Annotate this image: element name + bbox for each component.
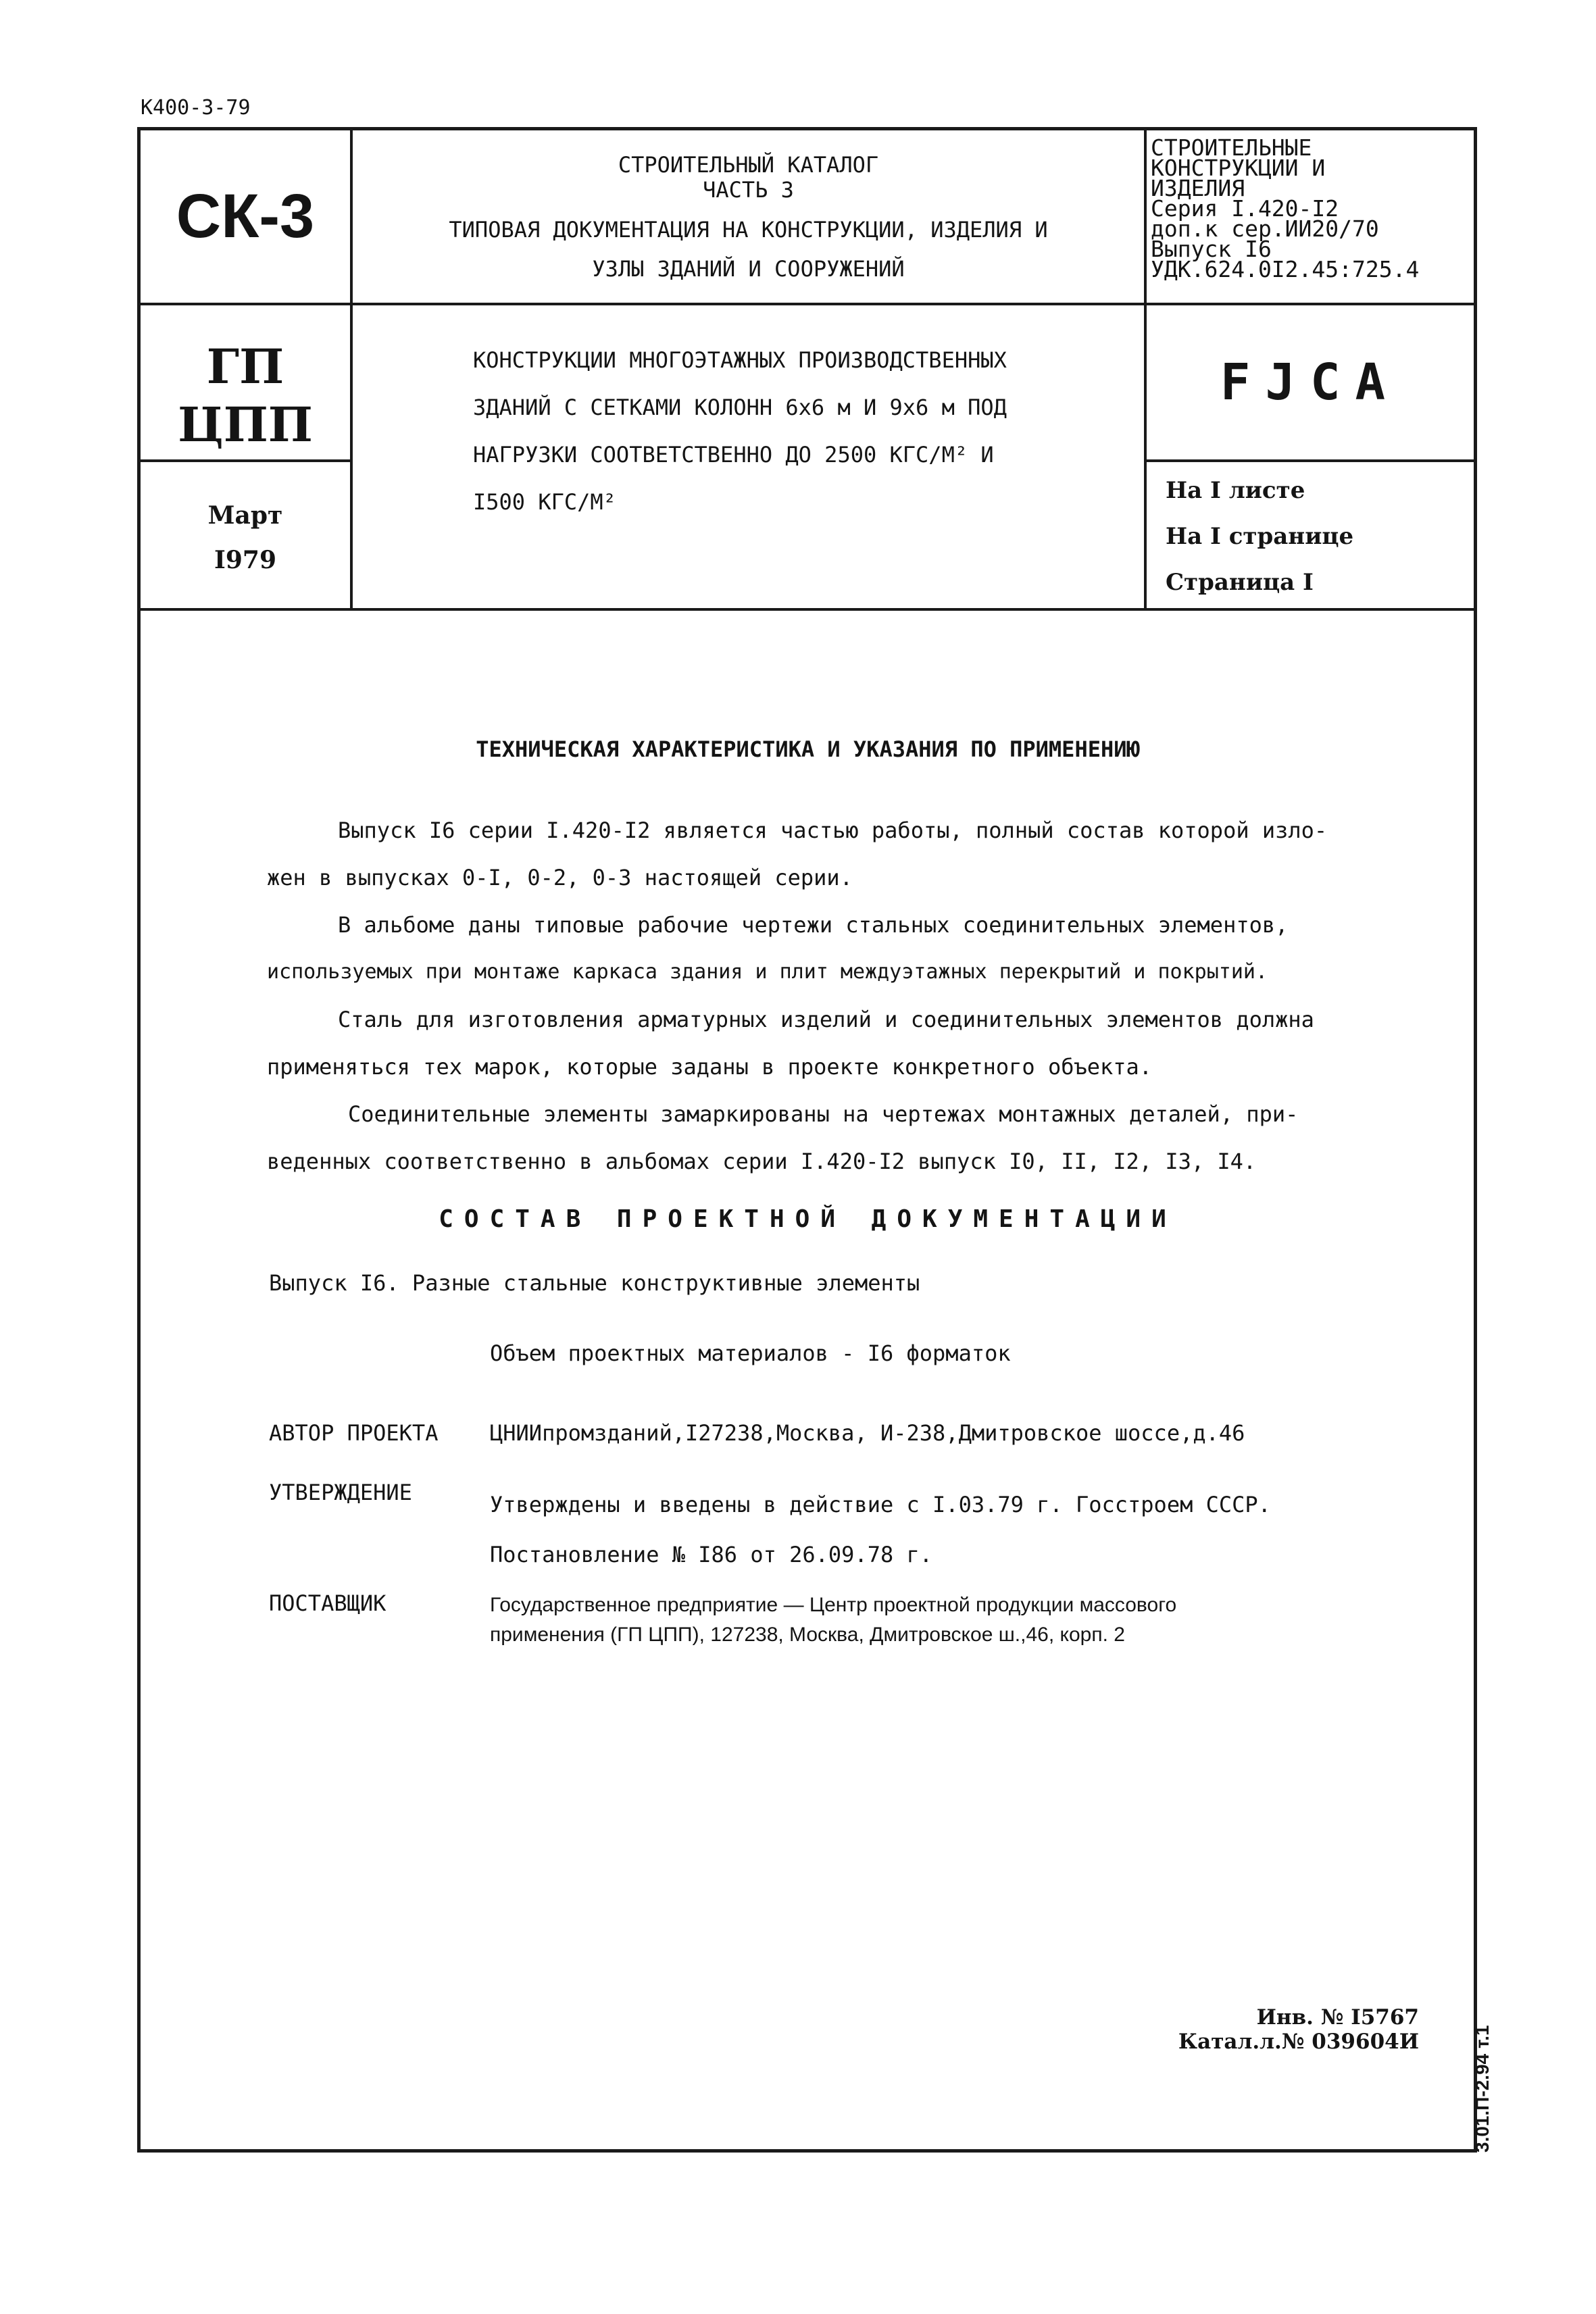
series-line-7: УДК.624.0I2.45:725.4 [1151,256,1420,282]
org-line-2: ЦПП [178,397,313,453]
product-code: FJCA [1220,353,1401,411]
p1-line-1: Выпуск I6 серии I.420-I2 является частью работы, полный состав которой изло- [338,818,1328,843]
date-block [141,493,350,582]
title-line-1: КОНСТРУКЦИИ МНОГОЭТАЖНЫХ ПРОИЗВОДСТВЕННЫХ [473,347,1007,373]
series-line-6: Выпуск I6 [1151,236,1272,262]
series-line-2: КОНСТРУКЦИИ И [1151,155,1326,181]
catalog-line-2: ЧАСТЬ 3 [703,177,794,203]
approval-line-2: Постановление № I86 от 26.09.78 г. [490,1542,933,1567]
org-block [141,338,350,454]
series-block [1151,134,1468,282]
catalog-block [353,150,1144,284]
title-block [473,336,1142,526]
date-year: I979 [214,546,276,574]
p4-line-2: веденных соответственно в альбомах серии I.420-I2 выпуск I0, II, I2, I3, I4. [267,1149,1257,1174]
series-line-1: СТРОИТЕЛЬНЫЕ [1151,134,1312,161]
catalog-line-4: УЗЛЫ ЗДАНИЙ И СООРУЖЕНИЙ [592,256,905,282]
series-line-5: доп.к сер.ИИ20/70 [1151,216,1379,242]
body-text [267,807,1463,1185]
date-month: Март [207,501,283,530]
approval-line-1: Утверждены и введены в действие с I.03.79 г. Госстроем СССР. [490,1492,1271,1517]
header-bottom-line [137,608,1477,611]
series-line-3: ИЗДЕЛИЯ [1151,175,1245,201]
frame-right [1474,127,1477,2153]
volume-line: Объем проектных материалов - I6 форматок [490,1340,1011,1366]
p4-line-1: Соединительные элементы замаркированы на чертежах монтажных деталей, при- [348,1101,1299,1127]
sheets-line-3: Страница I [1166,569,1314,596]
author-label: АВТОР ПРОЕКТА [269,1420,439,1446]
supplier-line-1: Государственное предприятие — Центр проектной продукции массового [490,1594,1177,1616]
p3-line-1: Сталь для изготовления арматурных изделий и соединительных элементов должна [338,1007,1314,1032]
approval-label: УТВЕРЖДЕНИЕ [269,1480,412,1505]
series-line-4: Серия I.420-I2 [1151,195,1339,222]
author-value: ЦНИИпромзданий,I27238,Москва, И-238,Дмитровское шоссе,д.46 [490,1420,1245,1446]
sheets-line-2: На I странице [1166,523,1354,550]
heading: ТЕХНИЧЕСКАЯ ХАРАКТЕРИСТИКА И УКАЗАНИЯ ПО ПРИМЕНЕНИЮ [476,736,1140,762]
org-line-1: ГП [206,338,284,395]
supplier-label: ПОСТАВЩИК [269,1590,386,1616]
p3-line-2: применяться тех марок, которые заданы в проекте конкретного объекта. [267,1054,1153,1080]
corner-code: К400-3-79 [141,96,251,120]
p1-line-2: жен в выпусках 0-I, 0-2, 0-3 настоящей серии. [267,865,853,890]
header-row-line-left-1 [137,303,351,305]
approval-block [490,1480,1271,1580]
supplier-line-2: применения (ГП ЦПП), 127238, Москва, Дмитровское ш.,46, корп. 2 [490,1624,1125,1646]
catalog-line-1: СТРОИТЕЛЬНЫЙ КАТАЛОГ [618,152,879,178]
inventory-number: Инв. № I5767 [1256,2005,1419,2030]
frame-bottom [137,2149,1477,2153]
title-line-3: НАГРУЗКИ СООТВЕТСТВЕННО ДО 2500 КГС/М² И [473,442,994,468]
side-code: 3.01.П-2.94 т.1 [1472,2025,1493,2153]
header-row-line-left-2 [137,459,351,462]
catalog-line-3: ТИПОВАЯ ДОКУМЕНТАЦИЯ НА КОНСТРУКЦИИ, ИЗДЕЛИЯ И [449,217,1048,243]
sheets-block [1166,468,1470,605]
header-row-line-mid [350,303,1145,305]
section-title: СОСТАВ ПРОЕКТНОЙ ДОКУМЕНТАЦИИ [439,1205,1177,1233]
header-row-line-right-2 [1144,459,1475,462]
p2-line-2: используемых при монтаже каркаса здания и плит междуэтажных перекрытий и покрытий. [267,960,1268,984]
supplier-block [490,1590,1176,1650]
title-line-2: ЗДАНИЙ С СЕТКАМИ КОЛОНН 6х6 м И 9х6 м ПОД [473,395,1007,420]
p2-line-1: В альбоме даны типовые рабочие чертежи стальных соединительных элементов, [338,912,1289,938]
inventory-block [1149,2005,1419,2054]
catalog-code: СК-3 [176,182,315,251]
title-line-4: I500 КГС/М² [473,489,616,515]
issue-line: Выпуск I6. Разные стальные конструктивные элементы [269,1270,920,1296]
sheets-line-1: На I листе [1166,477,1305,504]
catalog-sheet-number: Катал.л.№ 039604И [1178,2030,1419,2054]
